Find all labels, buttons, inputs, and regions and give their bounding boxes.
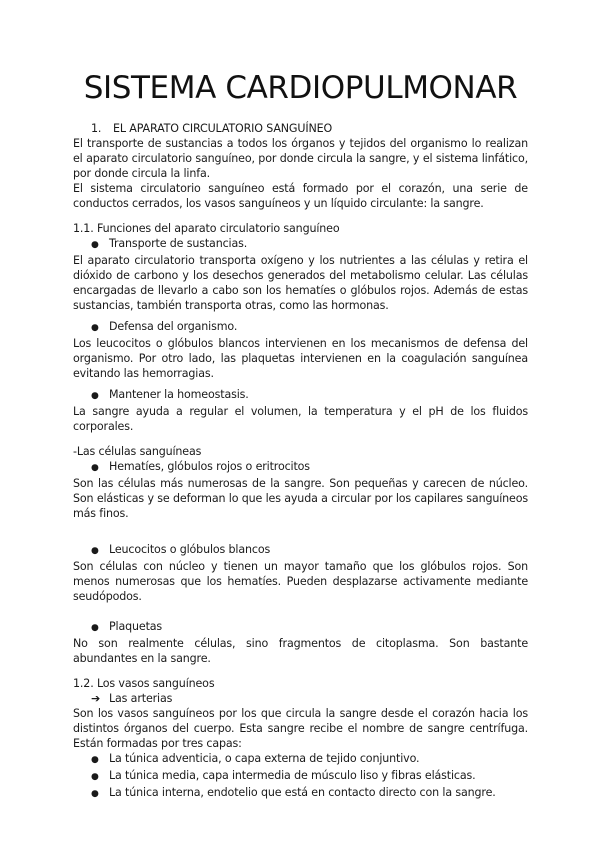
page-title: SISTEMA CARDIOPULMONAR <box>83 70 518 106</box>
paragraph-arterias: Son los vasos sanguíneos por los que circula la sangre desde el corazón hacia los distintos órganos del cuerpo. Esta sangre recibe el nombre de sangre centrífuga. Están formadas por tres capas: <box>73 707 528 750</box>
section-celulas-heading: -Las células sanguíneas <box>73 445 202 458</box>
paragraph-transporte: El aparato circulatorio transporta oxígeno y los nutrientes a las células y retira el dióxido de carbono y los desechos generados del metabolismo celular. Las células encargadas de llevarlo a cabo son los hematíes o glóbulos rojos. Además de estas sustancias, también transporta otras, como las hormonas. <box>73 254 528 312</box>
list-item-transporte: ● Transporte de sustancias. <box>73 236 528 253</box>
list-item-hematies: ● Hematíes, glóbulos rojos o eritrocitos <box>73 459 528 476</box>
section-1-1-heading: 1.1. Funciones del aparato circulatorio sanguíneo <box>73 222 340 235</box>
bullet-icon: ● <box>91 391 99 401</box>
paragraph-plaquetas: No son realmente células, sino fragmentos de citoplasma. Son bastante abundantes en la sangre. <box>73 637 528 665</box>
bullet-icon: ● <box>91 789 99 799</box>
section-1-2-heading: 1.2. Los vasos sanguíneos <box>73 677 215 690</box>
paragraph-intro: El transporte de sustancias a todos los órganos y tejidos del organismo lo realizan el aparato circulatorio sanguíneo, por donde circula la sangre, y el sistema linfático, por donde circula la linfa. <box>73 137 528 180</box>
list-item-media: ● La túnica media, capa intermedia de músculo liso y fibras elásticas. <box>73 768 528 785</box>
document-page <box>73 68 528 802</box>
paragraph-defensa: Los leucocitos o glóbulos blancos intervienen en los mecanismos de defensa del organismo. Por otro lado, las plaquetas intervienen en la coagulación sanguínea evitando las hemorragias. <box>73 337 528 380</box>
list-item-arterias: ➔ Las arterias <box>91 692 173 705</box>
spacer <box>73 604 528 619</box>
arrow-right-icon: ➔ <box>91 692 101 705</box>
list-item-interna: ● La túnica interna, endotelio que está en contacto directo con la sangre. <box>73 785 528 802</box>
bullet-icon: ● <box>91 240 99 250</box>
list-item-plaquetas: ● Plaquetas <box>73 619 528 636</box>
paragraph-composition: El sistema circulatorio sanguíneo está formado por el corazón, una serie de conductos cerrados, los vasos sanguíneos y un líquido circulante: la sangre. <box>73 182 528 210</box>
paragraph-leucocitos: Son células con núcleo y tienen un mayor tamaño que los glóbulos rojos. Son menos numerosas que los hematíes. Pueden desplazarse activamente mediante seudópodos. <box>73 560 528 603</box>
list-item-defensa: ● Defensa del organismo. <box>73 319 528 336</box>
section-1-heading: 1. EL APARATO CIRCULATORIO SANGUÍNEO <box>91 122 333 135</box>
list-item-homeostasis: ● Mantener la homeostasis. <box>73 387 528 404</box>
bullet-icon: ● <box>91 546 99 556</box>
paragraph-homeostasis: La sangre ayuda a regular el volumen, la temperatura y el pH de los fluidos corporales. <box>73 405 528 433</box>
bullet-icon: ● <box>91 323 99 333</box>
bullet-icon: ● <box>91 463 99 473</box>
spacer <box>73 521 528 536</box>
document-body <box>73 121 528 802</box>
bullet-icon: ● <box>91 755 99 765</box>
bullet-icon: ● <box>91 623 99 633</box>
paragraph-hematies: Son las células más numerosas de la sangre. Son pequeñas y carecen de núcleo. Son elásticas y se deforman lo que les ayuda a circular por los capilares sanguíneos más finos. <box>73 477 528 520</box>
section-number: 1. <box>91 122 102 135</box>
bullet-icon: ● <box>91 772 99 782</box>
list-item-leucocitos: ● Leucocitos o glóbulos blancos <box>73 542 528 559</box>
list-item-adventicia: ● La túnica adventicia, o capa externa de tejido conjuntivo. <box>73 751 528 768</box>
